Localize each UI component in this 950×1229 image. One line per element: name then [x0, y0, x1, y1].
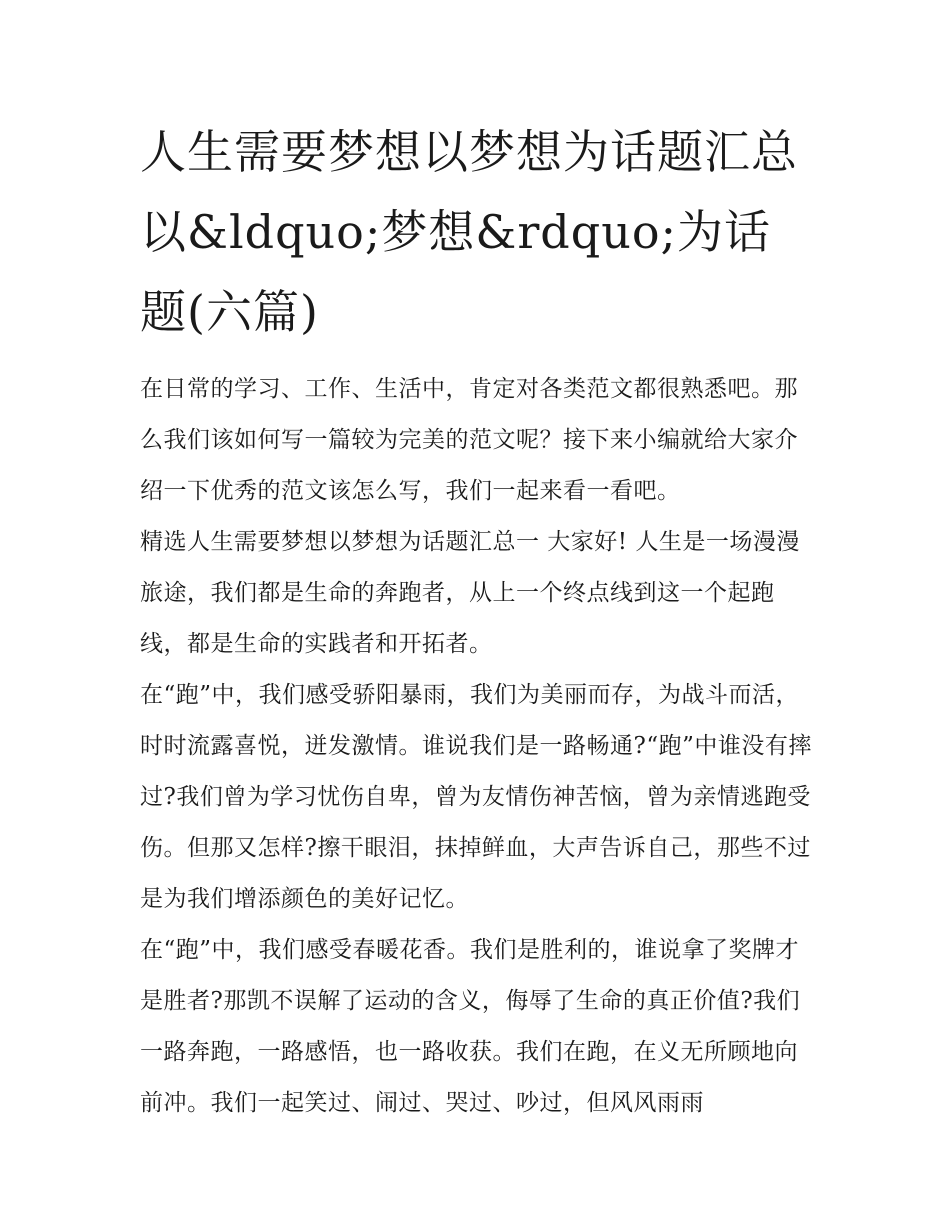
document-title: 人生需要梦想以梦想为话题汇总 以&ldquo;梦想&rdquo;为话题(六篇) [140, 125, 798, 339]
paragraph-2: 在“跑”中，我们感受骄阳暴雨，我们为美丽而存，为战斗而活，时时流露喜悦，迸发激情。谁说我们是一路畅通?“跑”中谁没有摔过?我们曾为学习忧伤自卑，曾为友情伤神苦恼，曾为亲情逃跑受伤。但那又怎样?擦干眼泪，抹掉鲜血，大声告诉自己，那些不过是为我们增添颜色的美好记忆。 [140, 682, 812, 912]
paragraph-3: 在“跑”中，我们感受春暖花香。我们是胜利的，谁说拿了奖牌才是胜者?那凯不误解了运动的含义，侮辱了生命的真正价值?我们一路奔跑，一路感悟，也一路收获。我们在跑，在义无所顾地向前冲。我们一起笑过、闹过、哭过、吵过，但风风雨雨 [140, 937, 801, 1116]
paragraph-1: 精选人生需要梦想以梦想为话题汇总一 大家好! 人生是一场漫漫旅途，我们都是生命的奔跑者，从上一个终点线到这一个起跑线，都是生命的实践者和开拓者。 [140, 529, 800, 657]
paragraph-intro: 在日常的学习、工作、生活中，肯定对各类范文都很熟悉吧。那么我们该如何写一篇较为完美的范文呢？接下来小编就给大家介绍一下优秀的范文该怎么写，我们一起来看一看吧。 [140, 376, 798, 504]
document-page [140, 112, 815, 1129]
